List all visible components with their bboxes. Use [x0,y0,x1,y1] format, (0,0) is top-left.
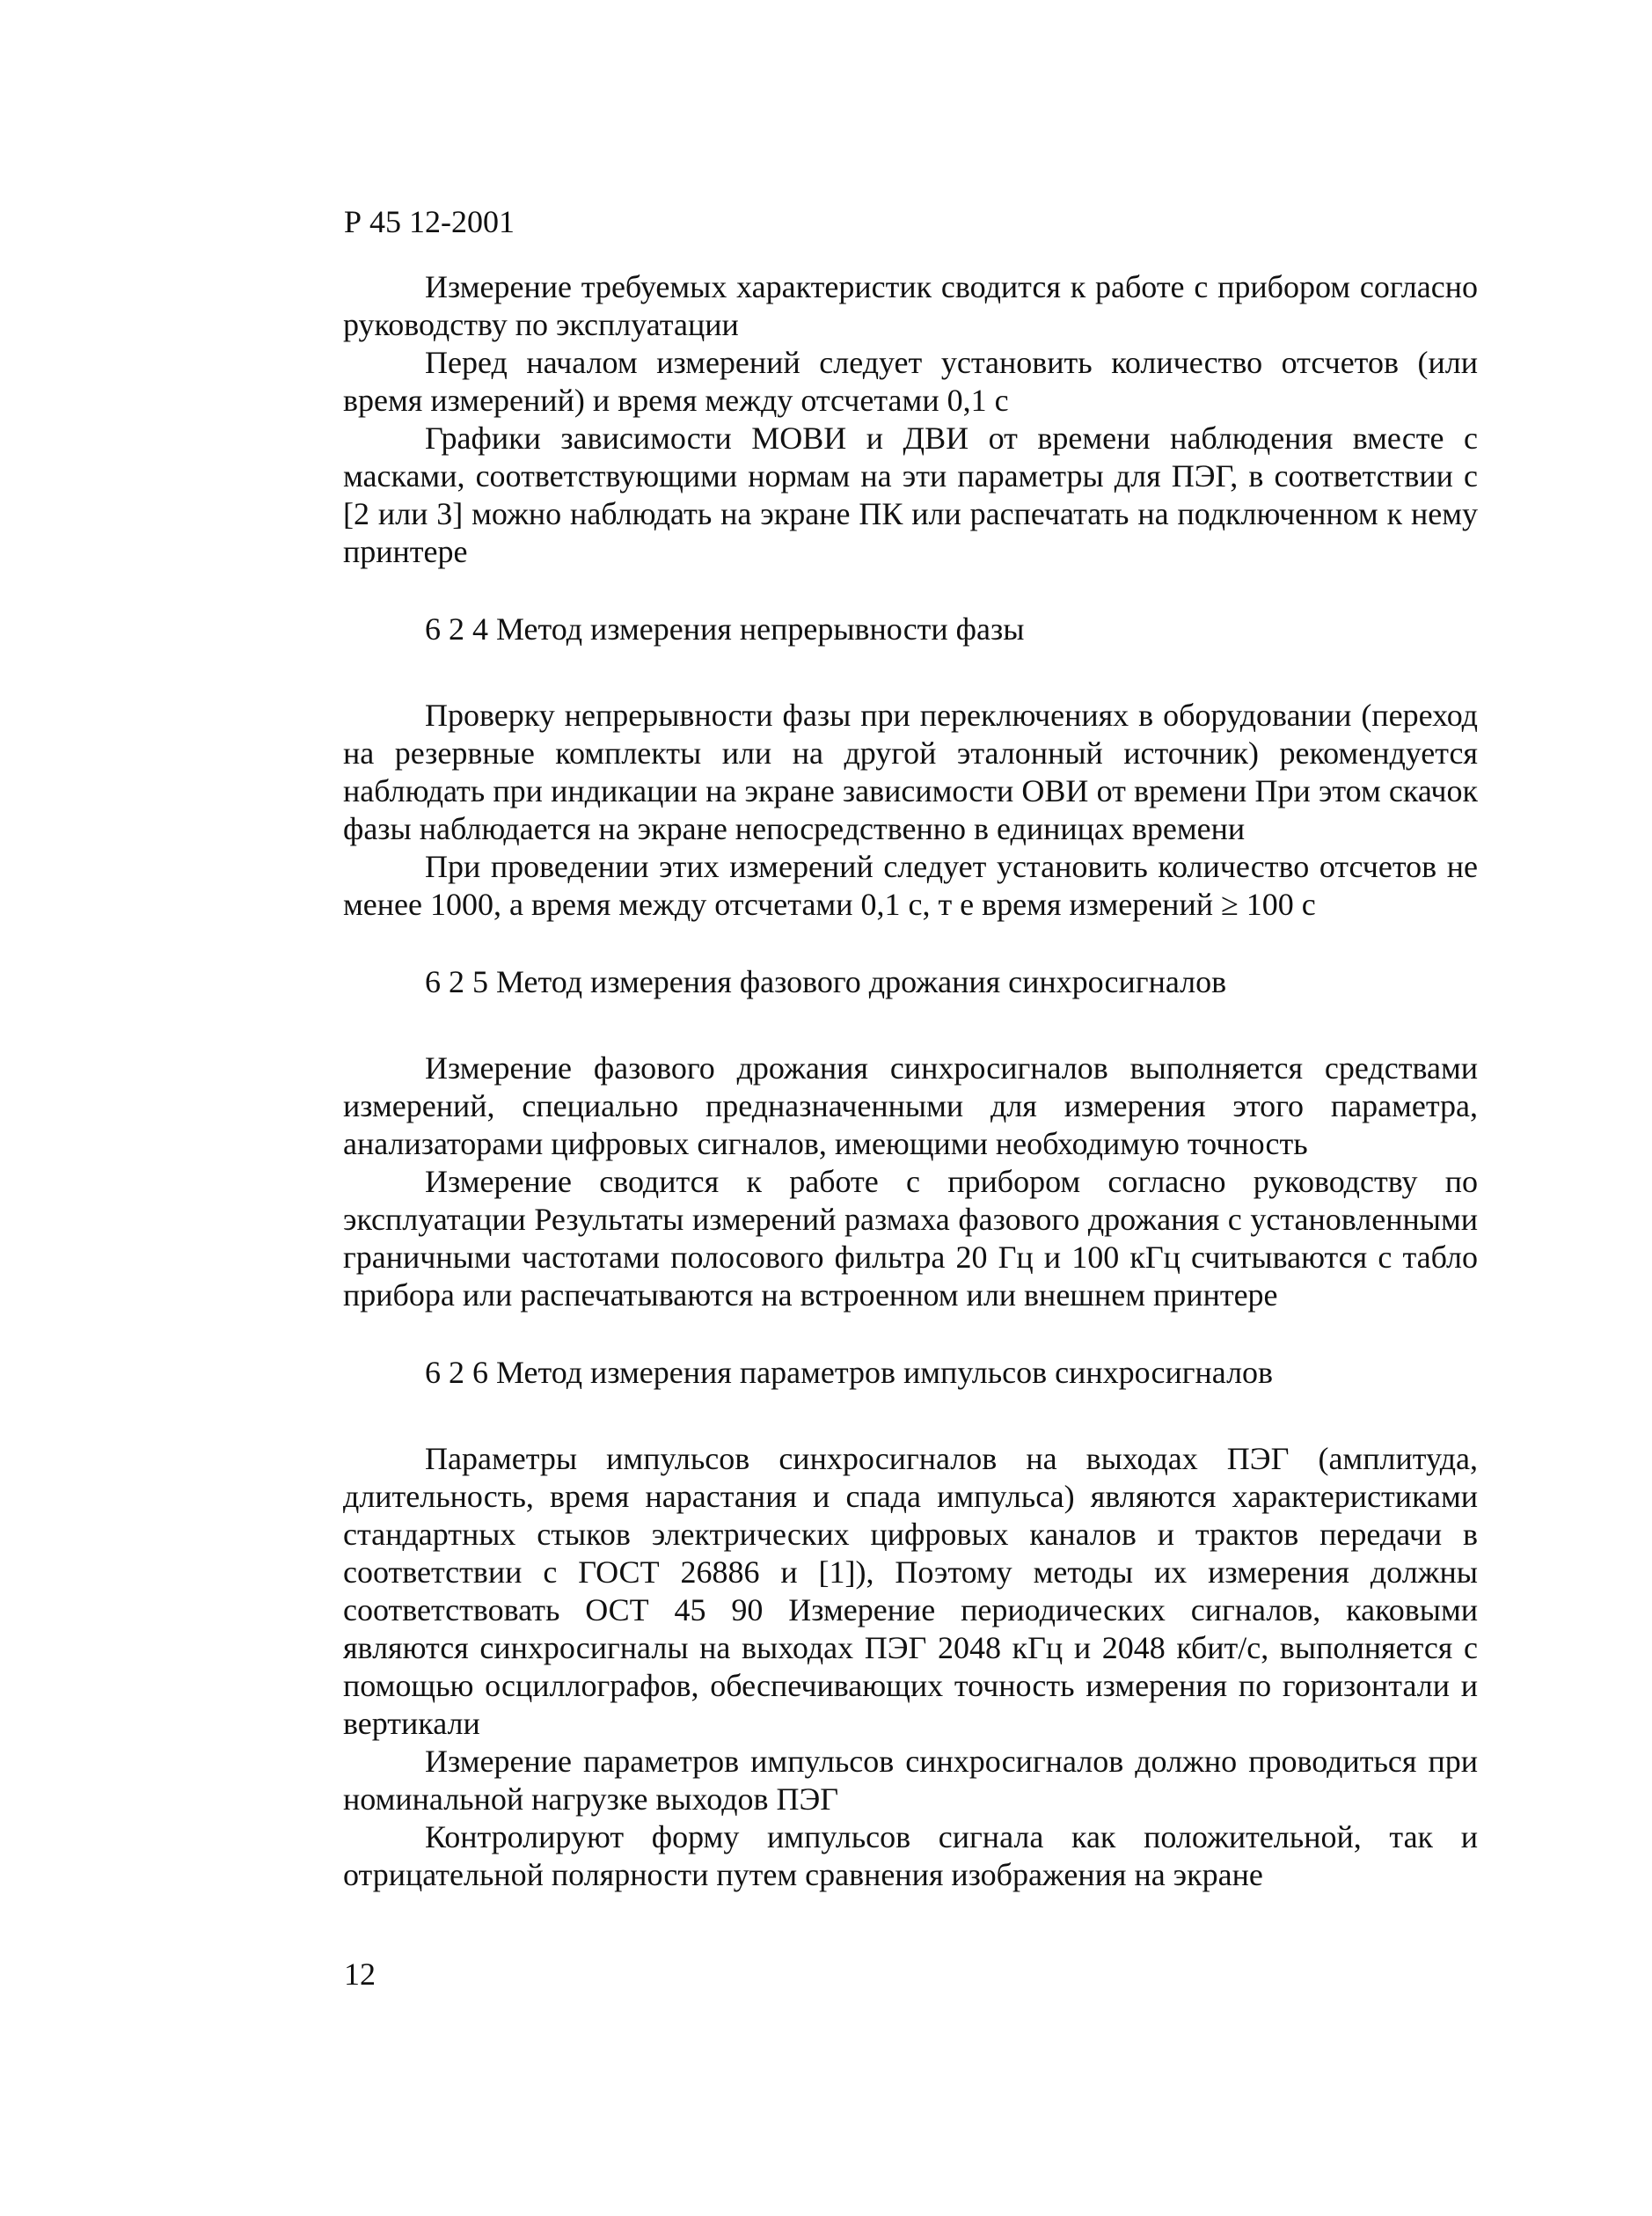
paragraph-jitter-results: Измерение сводится к работе с прибором согласно руководству по эксплуатации Результаты измерений размаха фазового дрожания с установленными граничными частотами полосового фильтра 20 Гц и 100 кГц считываются с табло прибора или распечатываются на встроенном или внешнем принтере [343,1164,1478,1313]
paragraph-nominal-load: Измерение параметров импульсов синхросигналов должно проводиться при номинальной нагрузке выходов ПЭГ [343,1744,1478,1817]
section-heading-624: 6 2 4 Метод измерения непрерывности фазы [425,611,1025,647]
paragraph-pulse-shape-control: Контролируют форму импульсов сигнала как положительной, так и отрицательной полярности путем сравнения изображения на экране [343,1819,1478,1892]
paragraph-graphs-movi-dvi: Графики зависимости МОВИ и ДВИ от времени наблюдения вместе с масками, соответствующими нормам на эти параметры для ПЭГ, в соответствии с [2 или 3] можно наблюдать на экране ПК или распечатать на подключенном к нему принтере [343,421,1478,569]
section-heading-626: 6 2 6 Метод измерения параметров импульсов синхросигналов [425,1355,1274,1390]
page-number: 12 [344,1956,376,1992]
paragraph-phase-continuity-settings: При проведении этих измерений следует установить количество отсчетов не менее 1000, а время между отсчетами 0,1 с, т е время измерений ≥ 100 с [343,849,1478,922]
paragraph-measurement-characteristics: Измерение требуемых характеристик сводится к работе с прибором согласно руководству по эксплуатации [343,269,1478,342]
paragraph-pulse-parameters: Параметры импульсов синхросигналов на выходах ПЭГ (амплитуда, длительность, время нарастания и спада импульса) являются характеристиками стандартных стыков электрических цифровых каналов и трактов передачи в соответствии с ГОСТ 26886 и [1]), Поэтому методы их измерения должны соответствовать ОСТ 45 90 Измерение периодических сигналов, каковыми являются синхросигналы на выходах ПЭГ 2048 кГц и 2048 кбит/с, выполняется с помощью осциллографов, обеспечивающих точность измерения по горизонтали и вертикали [343,1441,1478,1741]
paragraph-jitter-measurement: Измерение фазового дрожания синхросигналов выполняется средствами измерений, специально предназначенными для измерения этого параметра, анализаторами цифровых сигналов, имеющими необходимую точность [343,1050,1478,1161]
section-heading-625: 6 2 5 Метод измерения фазового дрожания синхросигналов [425,964,1227,999]
paragraph-before-measurements: Перед началом измерений следует установить количество отсчетов (или время измерений) и время между отсчетами 0,1 с [343,345,1478,418]
document-code: Р 45 12-2001 [344,204,515,239]
document-body [343,268,1478,1894]
paragraph-phase-continuity-check: Проверку непрерывности фазы при переключениях в оборудовании (переход на резервные комплекты или на другой эталонный источник) рекомендуется наблюдать при индикации на экране зависимости ОВИ от времени При этом скачок фазы наблюдается на экране непосредственно в единицах времени [343,698,1478,846]
